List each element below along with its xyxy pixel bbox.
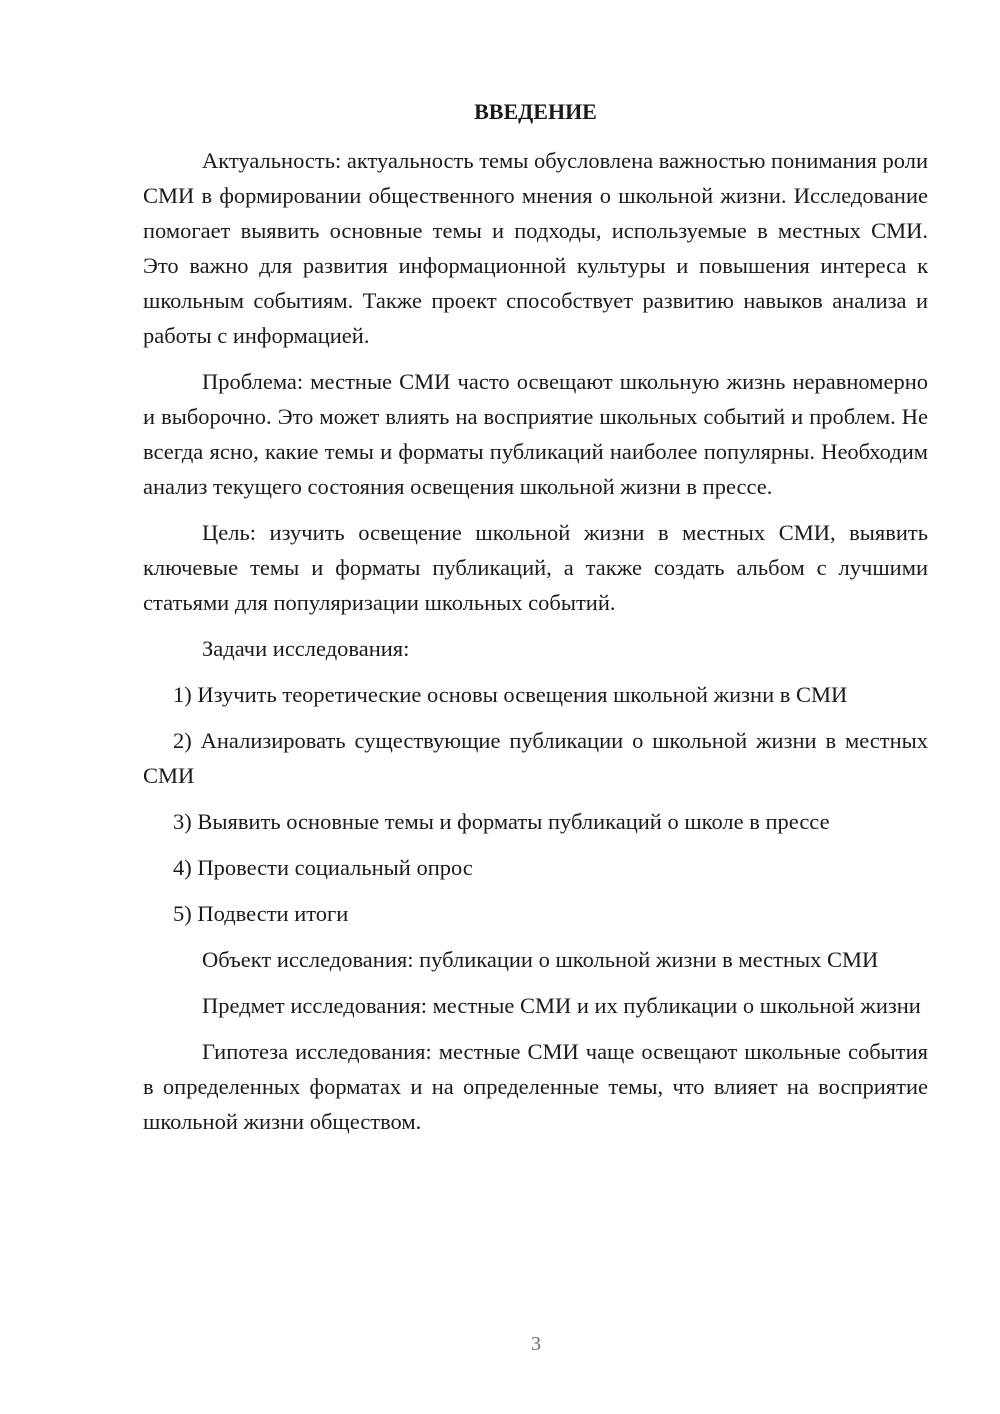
task-item-4: 4) Провести социальный опрос: [173, 855, 473, 880]
paragraph-object: Объект исследования: публикации о школьной жизни в местных СМИ: [202, 947, 879, 972]
paragraph-relevance: Актуальность: актуальность темы обусловлена важностью понимания роли СМИ в формировании общественного мнения о школьной жизни. Исследование помогает выявить основные темы и подходы, используемые в местных СМИ. Это важно для развития информационной культуры и повышения интереса к школьным событиям. Также проект способствует развитию навыков анализа и работы с информацией.: [143, 148, 928, 348]
paragraph-goal: Цель: изучить освещение школьной жизни в местных СМИ, выявить ключевые темы и форматы публикаций, а также создать альбом с лучшими статьями для популяризации школьных событий.: [143, 520, 928, 615]
page-number: 3: [531, 1333, 541, 1355]
tasks-title: Задачи исследования:: [202, 636, 410, 661]
task-item-2: 2) Анализировать существующие публикации о школьной жизни в местных СМИ: [143, 728, 928, 788]
paragraph-hypothesis: Гипотеза исследования: местные СМИ чаще освещают школьные события в определенных форматах и на определенные темы, что влияет на восприятие школьной жизни обществом.: [143, 1039, 928, 1134]
task-item-5: 5) Подвести итоги: [173, 901, 349, 926]
paragraph-problem: Проблема: местные СМИ часто освещают школьную жизнь неравномерно и выборочно. Это может влиять на восприятие школьных событий и проблем. Не всегда ясно, какие темы и форматы публикаций наиболее популярны. Необходим анализ текущего состояния освещения школьной жизни в прессе.: [143, 369, 928, 499]
section-heading: ВВЕДЕНИЕ: [474, 99, 597, 124]
paragraph-subject: Предмет исследования: местные СМИ и их публикации о школьной жизни: [202, 993, 921, 1018]
task-item-3: 3) Выявить основные темы и форматы публикаций о школе в прессе: [173, 809, 830, 834]
page-content: [143, 94, 928, 1150]
task-item-1: 1) Изучить теоретические основы освещения школьной жизни в СМИ: [173, 682, 848, 707]
